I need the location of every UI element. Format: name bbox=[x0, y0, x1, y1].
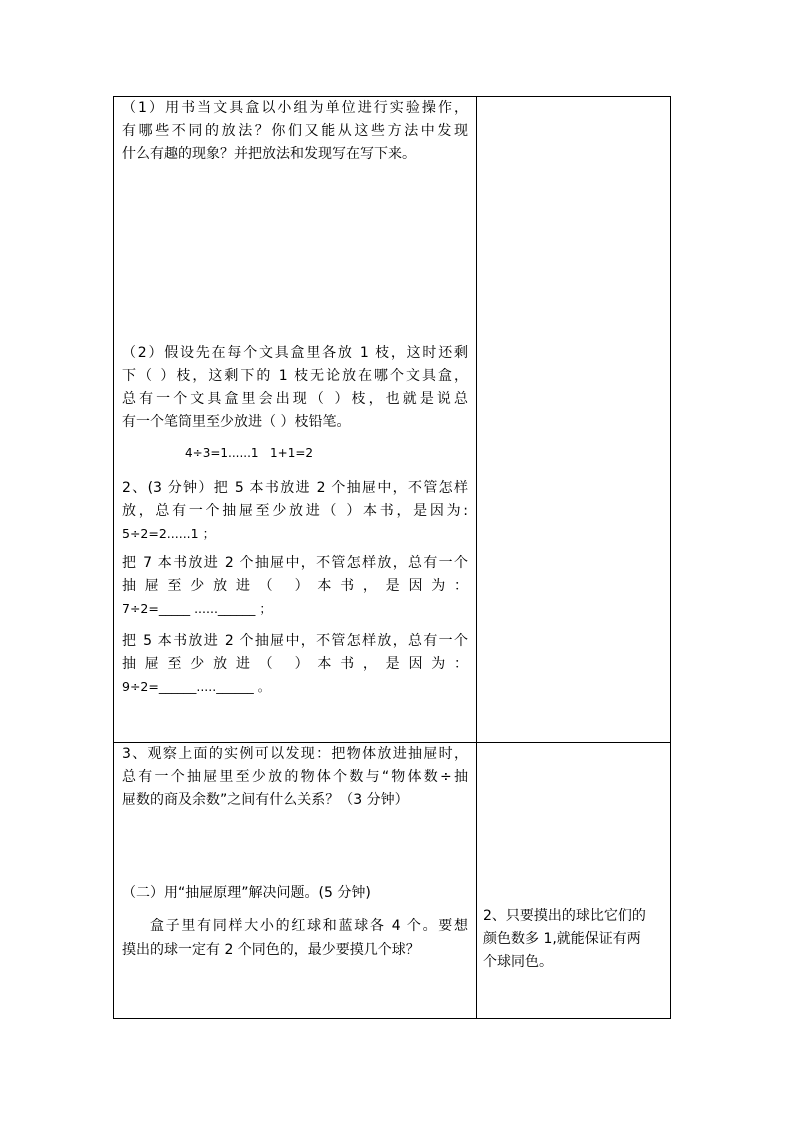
item2b-line-2: 抽屉至少放进（ ）本书，是因为： bbox=[122, 578, 468, 594]
item2-line-3: 5÷2=2......1 ； bbox=[122, 526, 216, 541]
notes-cell-top bbox=[477, 97, 671, 742]
answer-note-line-2: 颜色数多 1,就能保证有两 bbox=[483, 931, 641, 947]
answer-note-line-3: 个球同色。 bbox=[483, 954, 553, 970]
q2-line-1: （2）假设先在每个文具盒里各放 1 枝，这时还剩 bbox=[122, 345, 468, 361]
problem-line-1: 盒子里有同样大小的红球和蓝球各 4 个。要想 bbox=[150, 918, 468, 934]
item2c-line-1: 把 5 本书放进 2 个抽屉中，不管怎样放，总有一个 bbox=[122, 633, 468, 649]
q2-line-3: 总有一个文具盒里会出现（ ）枝，也就是说总 bbox=[122, 391, 468, 407]
activity-cell bbox=[114, 97, 476, 742]
item3-line-2: 总有一个抽屉里至少放的物体个数与“物体数÷抽 bbox=[122, 769, 468, 785]
notes-cell-bottom bbox=[477, 743, 671, 1019]
answer-note-line-1: 2、只要摸出的球比它们的 bbox=[483, 908, 646, 924]
item2b-line-3: 7÷2=_____ ......______ ； bbox=[122, 601, 272, 616]
item3-line-1: 3、观察上面的实例可以发现：把物体放进抽屉时， bbox=[122, 746, 468, 762]
item2c-line-3: 9÷2=______.....______ 。 bbox=[122, 679, 271, 694]
item3-line-3: 屉数的商及余数”之间有什么关系？（3 分钟） bbox=[122, 792, 409, 808]
problem-line-2: 摸出的球一定有 2 个同色的，最少要摸几个球？ bbox=[122, 942, 420, 958]
worksheet-table bbox=[113, 96, 671, 1019]
item2-line-2: 放，总有一个抽屉至少放进（ ）本书，是因为: bbox=[122, 503, 468, 519]
q1-line-3: 什么有趣的现象？并把放法和发现写在写下来。 bbox=[122, 146, 416, 162]
q1-line-1: （1）用书当文具盒以小组为单位进行实验操作， bbox=[122, 100, 468, 116]
q2-line-2: 下（ ）枝，这剩下的 1 枝无论放在哪个文具盒， bbox=[122, 368, 468, 384]
formula-division: 4÷3=1......1 bbox=[185, 446, 259, 460]
formula-addition: 1+1=2 bbox=[270, 446, 314, 460]
section-2-heading: （二）用“抽屉原理”解决问题。(5 分钟) bbox=[122, 885, 371, 901]
q2-line-4: 有一个笔筒里至少放进（ ）枝铅笔。 bbox=[122, 414, 351, 430]
item2c-line-2: 抽屉至少放进（ ）本书，是因为： bbox=[122, 656, 468, 672]
problem-cell bbox=[114, 743, 476, 1019]
q1-line-2: 有哪些不同的放法？你们又能从这些方法中发现 bbox=[122, 123, 468, 139]
item2b-line-1: 把 7 本书放进 2 个抽屉中，不管怎样放，总有一个 bbox=[122, 555, 468, 571]
item2-line-1: 2、(3 分钟）把 5 本书放进 2 个抽屉中，不管怎样 bbox=[122, 480, 468, 496]
